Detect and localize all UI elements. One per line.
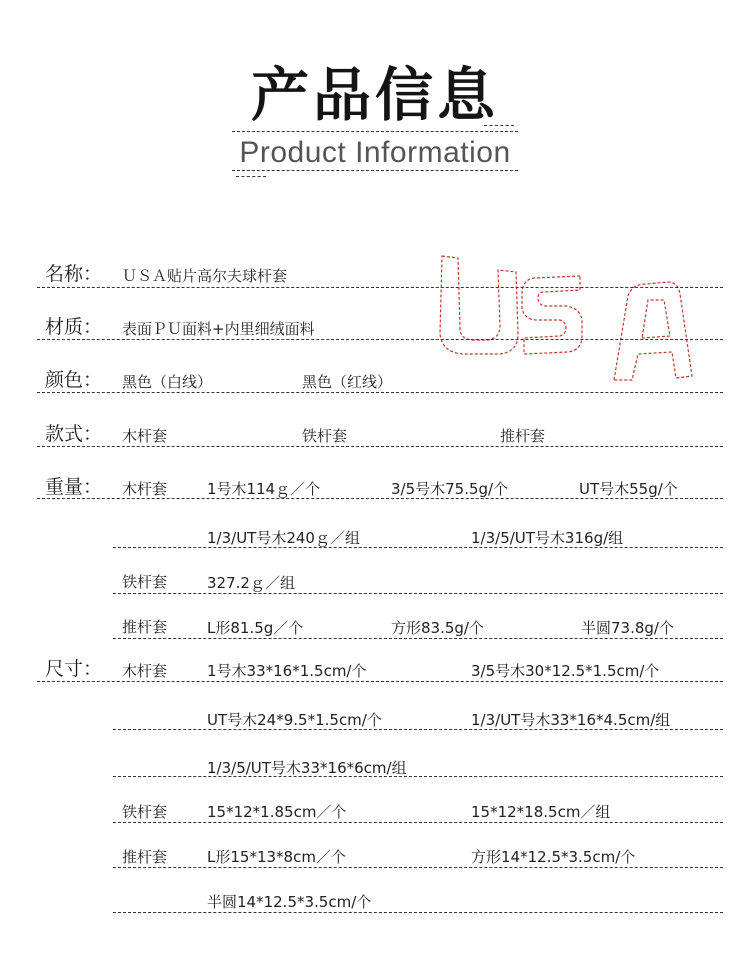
color-option-white-thread: 黑色（白线） [122,373,213,391]
weight-divider-1 [37,498,723,499]
weight-divider-3 [113,593,723,594]
size-wood-ut: UT号木24*9.5*1.5cm/个 [207,711,382,729]
name-divider [37,287,723,288]
color-option-red-thread: 黑色（红线） [302,373,393,391]
size-iron-single: 15*12*1.85cm／个 [207,803,347,821]
color-divider [37,392,723,393]
weight-wood-label: 木杆套 [122,480,168,498]
size-divider-1 [37,681,723,682]
size-divider-2 [113,729,723,730]
style-divider [37,446,723,447]
usa-letter-a [614,282,692,380]
title-bottom-divider-accent [236,176,266,177]
weight-putter-square: 方形83.5g/个 [391,619,484,637]
weight-wood-1: 1号木114ｇ／个 [207,480,321,498]
size-label: 尺寸： [45,658,103,680]
style-option-putter: 推杆套 [500,427,546,445]
weight-divider-2 [113,547,723,548]
size-iron-set: 15*12*18.5cm／组 [471,803,611,821]
color-label: 颜色： [45,369,103,391]
weight-putter-l: L形81.5g／个 [207,619,304,637]
size-putter-l: L形15*13*8cm／个 [207,848,346,866]
size-divider-5 [113,867,723,868]
page-title: 产品信息 [250,61,499,129]
size-divider-6 [113,912,723,913]
weight-divider-4 [113,638,723,639]
size-wood-13ut: 1/3/UT号木33*16*4.5cm/组 [471,711,671,729]
title-top-divider-accent [484,125,514,126]
size-wood-35: 3/5号木30*12.5*1.5cm/个 [471,662,660,680]
material-divider [37,339,723,340]
page-subtitle: Product Information [239,136,511,169]
size-wood-135ut: 1/3/5/UT号木33*16*6cm/组 [207,759,407,777]
weight-label: 重量： [45,476,103,498]
weight-wood-35: 3/5号木75.5g/个 [391,480,509,498]
size-putter-square: 方形14*12.5*3.5cm/个 [471,848,636,866]
style-option-wood: 木杆套 [122,427,168,445]
name-value: ＵＳＡ贴片高尔夫球杆套 [122,267,288,285]
material-label: 材质： [45,316,103,338]
weight-wood-ut: UT号木55g/个 [579,480,678,498]
weight-putter-label: 推杆套 [122,618,168,636]
size-iron-label: 铁杆套 [122,803,168,821]
size-divider-4 [113,822,723,823]
material-value: 表面ＰＵ面料+内里细绒面料 [122,320,315,338]
weight-wood-135ut: 1/3/5/UT号木316g/组 [471,529,624,547]
size-wood-1: 1号木33*16*1.5cm/个 [207,662,367,680]
title-bottom-divider [232,170,518,171]
weight-iron-value: 327.2ｇ／组 [207,574,295,592]
size-putter-label: 推杆套 [122,848,168,866]
weight-wood-13ut: 1/3/UT号木240ｇ／组 [207,529,360,547]
style-label: 款式： [45,423,103,445]
title-top-divider [232,131,518,132]
style-option-iron: 铁杆套 [302,427,348,445]
usa-stitched-logo [430,248,695,393]
name-label: 名称： [45,263,103,285]
size-wood-label: 木杆套 [122,662,168,680]
weight-putter-half-round: 半圆73.8g/个 [581,619,674,637]
size-divider-3 [113,776,723,777]
weight-iron-label: 铁杆套 [122,573,168,591]
size-putter-half-round: 半圆14*12.5*3.5cm/个 [207,893,372,911]
